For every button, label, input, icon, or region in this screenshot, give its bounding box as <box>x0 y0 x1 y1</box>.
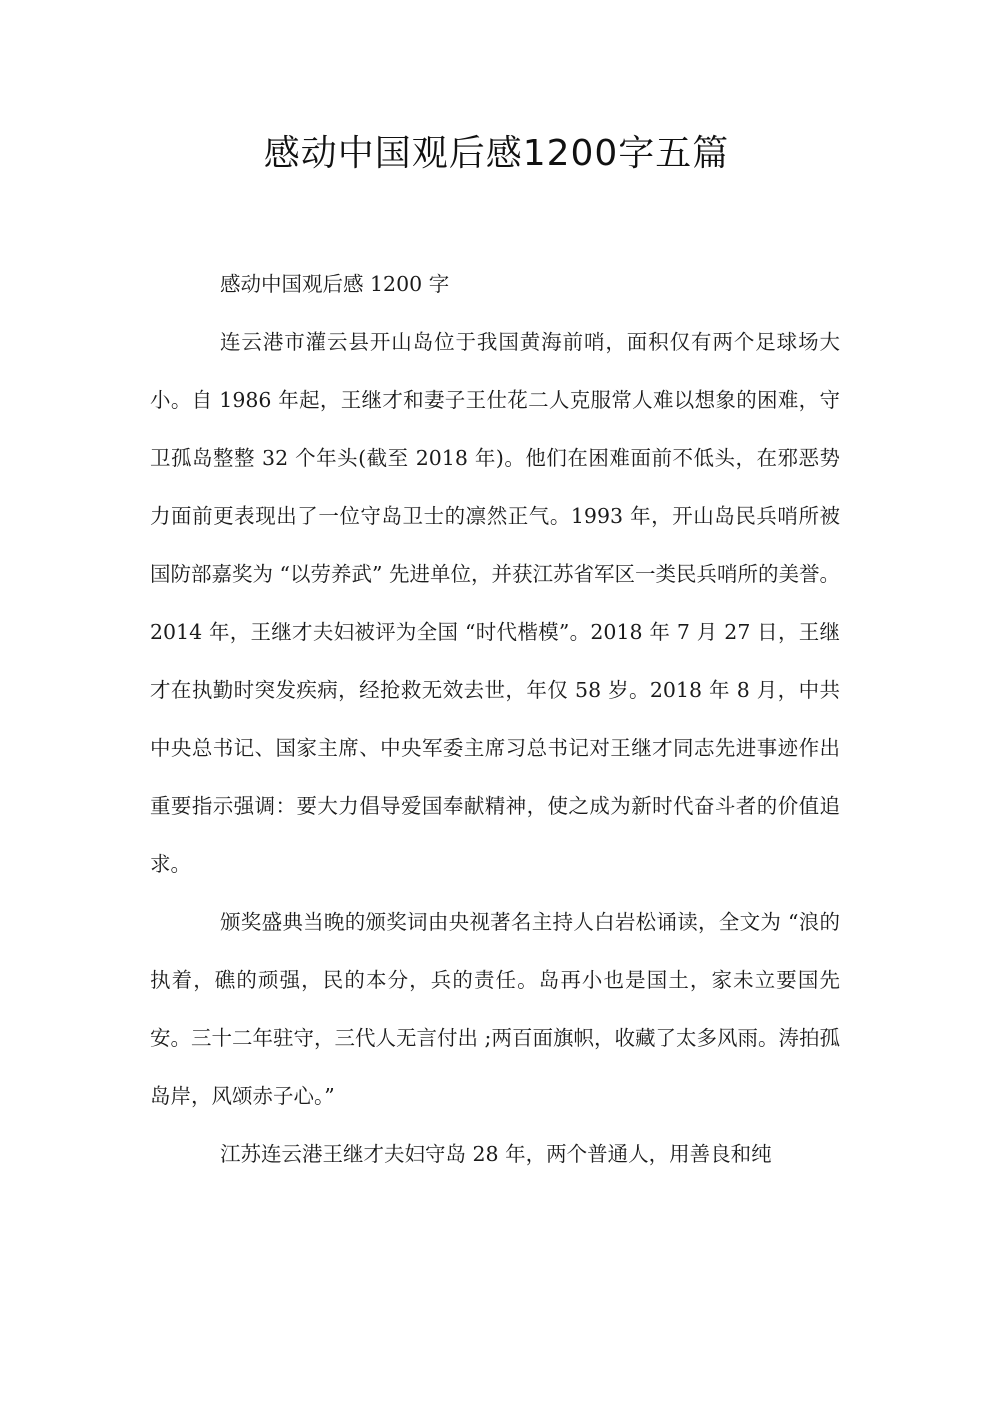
document-title: 感动中国观后感1200字五篇 <box>263 133 730 174</box>
paragraph-2: 颁奖盛典当晚的颁奖词由央视著名主持人白岩松诵读，全文为 “浪的执着，礁的顽强，民的本分，兵的责任。岛再小也是国土，家未立要国先安。三十二年驻守，三代人无言付出 ;两百面旗帜，收藏了太多风雨。涛拍孤岛岸，风颂赤子心。” <box>150 910 840 1108</box>
paragraph-1: 连云港市灌云县开山岛位于我国黄海前哨，面积仅有两个足球场大小。自 1986 年起，王继才和妻子王仕花二人克服常人难以想象的困难，守卫孤岛整整 32 个年头(截至 2018 年)。他们在困难面前不低头，在邪恶势力面前更表现出了一位守岛卫士的凛然正气。1993 年，开山岛民兵哨所被国防部嘉奖为 “以劳养武” 先进单位，并获江苏省军区一类民兵哨所的美誉。 2014 年，王继才夫妇被评为全国 “时代楷模”。2018 年 7 月 27 日，王继才在执勤时突发疾病，经抢救无效去世，年仅 58 岁。2018 年 8 月，中共中央总书记、国家主席、中央军委主席习总书记对王继才同志先进事迹作出重要指示强调：要大力倡导爱国奉献精神，使之成为新时代奋斗者的价值追求。 <box>150 330 840 876</box>
section-subheading: 感动中国观后感 1200 字 <box>220 272 450 296</box>
paragraph-3: 江苏连云港王继才夫妇守岛 28 年，两个普通人，用善良和纯 <box>220 1142 772 1166</box>
document-body <box>150 255 840 1183</box>
